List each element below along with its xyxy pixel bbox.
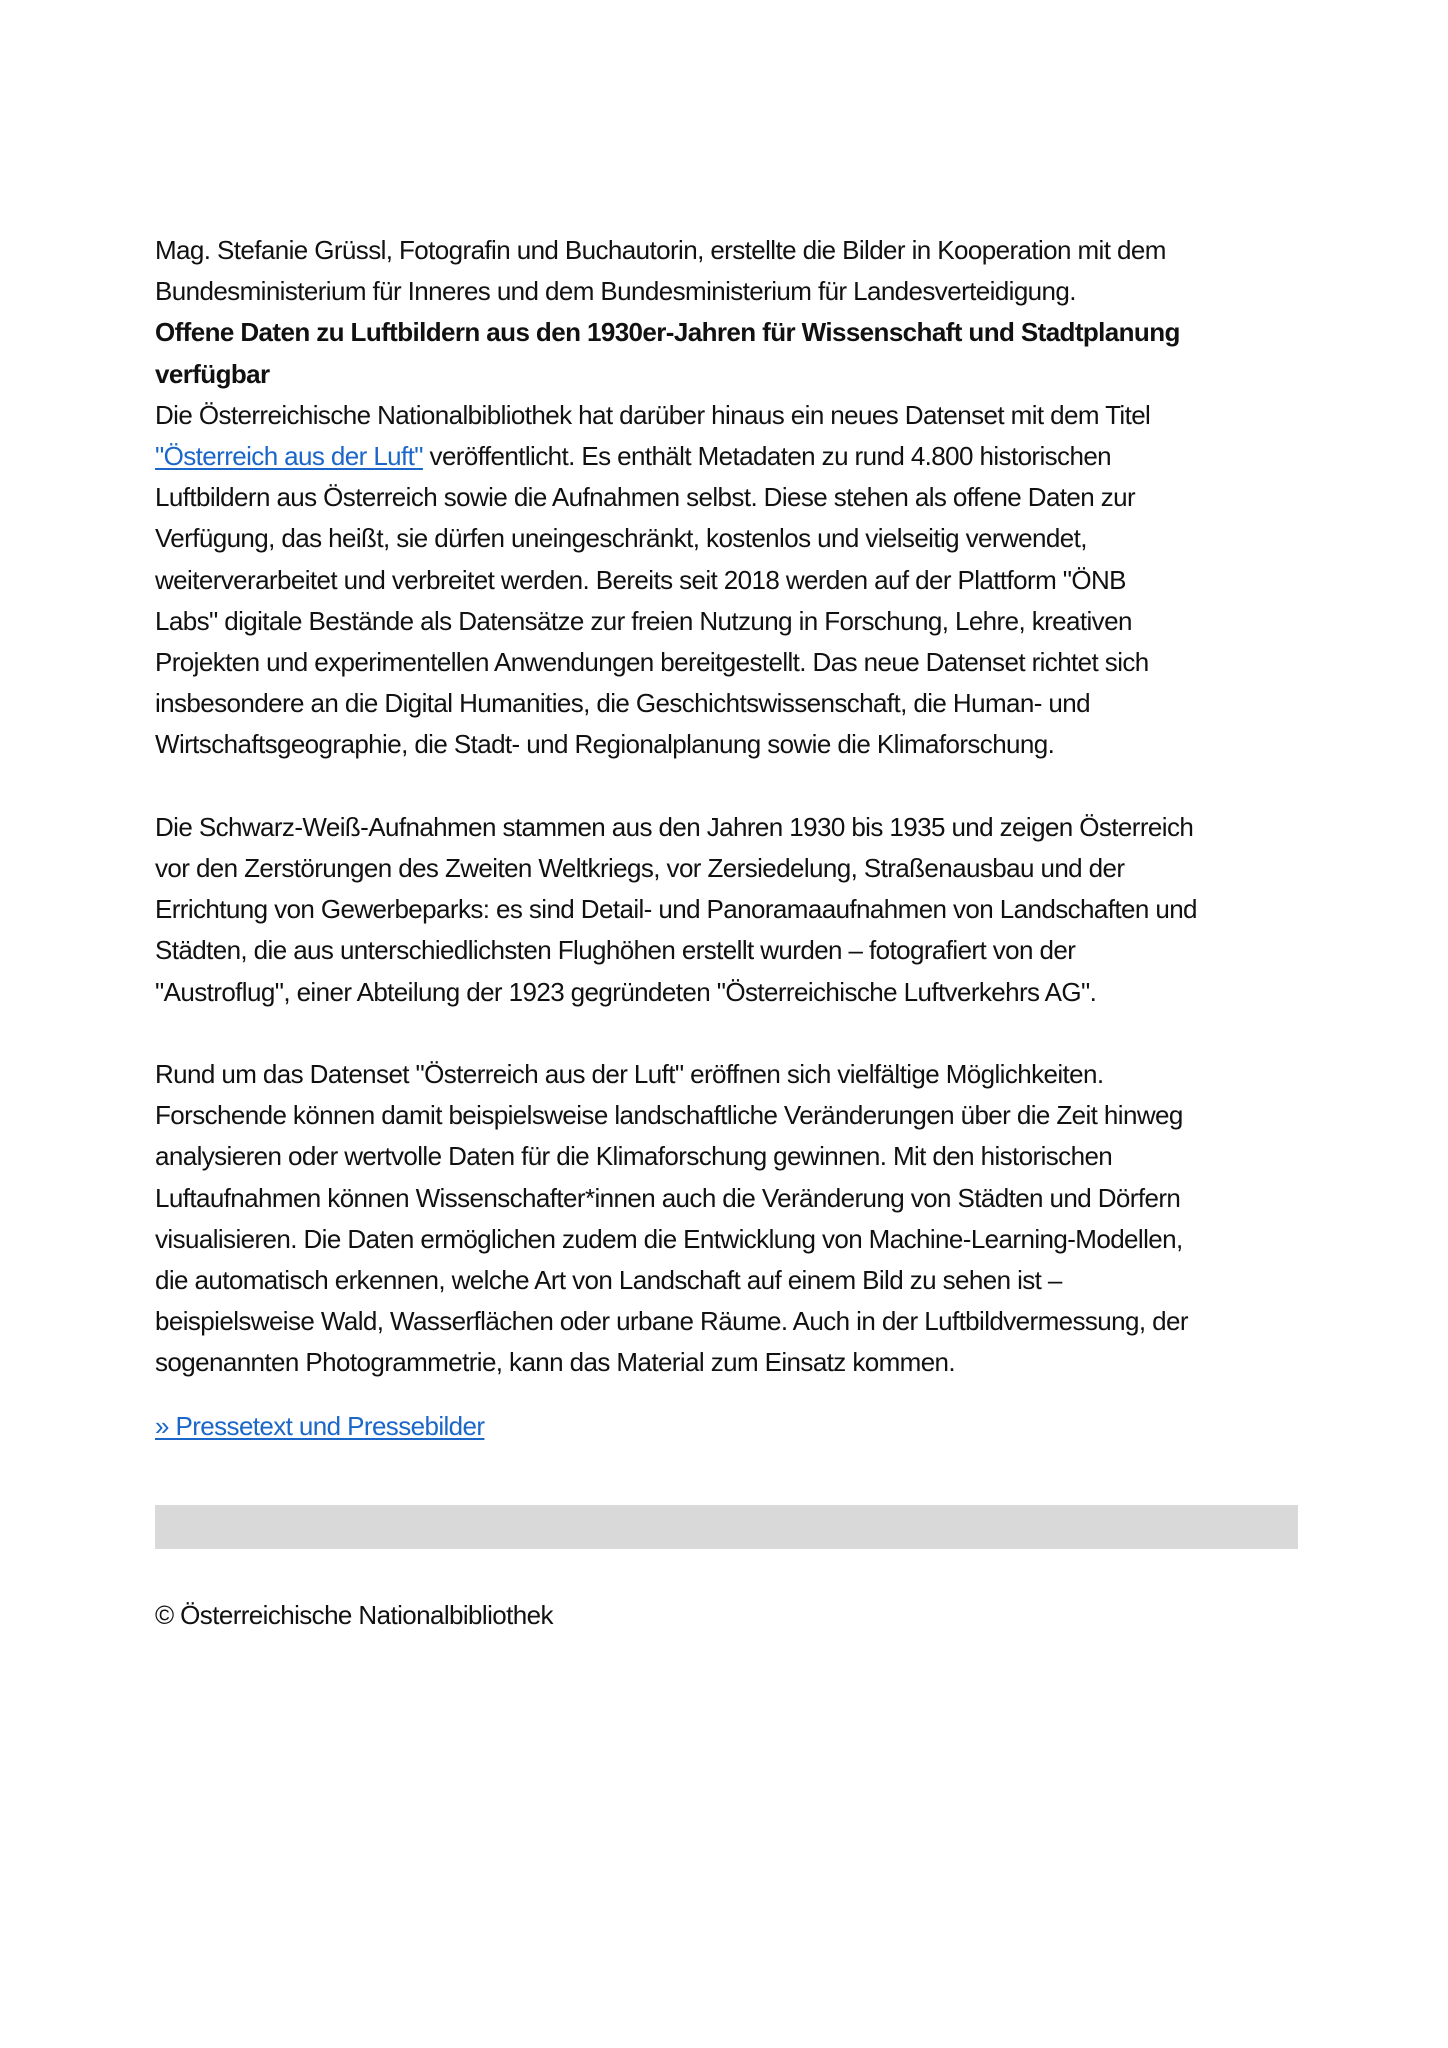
text-line: Luftaufnahmen können Wissenschafter*innen auch die Veränderung von Städten und Dörfern [155,1182,1181,1213]
paragraph-dataset [155,395,1305,766]
text-line: visualisieren. Die Daten ermöglichen zudem die Entwicklung von Machine-Learning-Modellen, [155,1223,1183,1254]
text-line: Wirtschaftsgeographie, die Stadt- und Regionalplanung sowie die Klimaforschung. [155,729,1055,760]
text-span: veröffentlicht. Es enthält Metadaten zu rund 4.800 historischen [422,441,1112,472]
text-line: "Austroflug", einer Abteilung der 1923 gegründeten "Österreichische Luftverkehrs AG". [155,976,1097,1007]
text-line: sogenannten Photogrammetrie, kann das Material zum Einsatz kommen. [155,1347,956,1378]
text-line: Errichtung von Gewerbeparks: es sind Detail- und Panoramaaufnahmen von Landschaften und [155,894,1197,925]
press-link-row [155,1406,1305,1447]
text-line: Labs" digitale Bestände als Datensätze zur freien Nutzung in Forschung, Lehre, kreativen [155,605,1132,636]
text-line: Forschende können damit beispielsweise landschaftliche Veränderungen über die Zeit hinweg [155,1100,1183,1131]
document-body [155,230,1305,1447]
text-line: beispielsweise Wald, Wasserflächen oder urbane Räume. Auch in der Luftbildvermessung, der [155,1306,1188,1337]
text-line: weiterverarbeitet und verbreitet werden. Bereits seit 2018 werden auf der Plattform "ÖNB [155,564,1126,595]
text-line [155,436,1305,477]
text-line: Bundesministerium für Inneres und dem Bundesministerium für Landesverteidigung. [155,276,1076,307]
text-line: insbesondere an die Digital Humanities, die Geschichtswissenschaft, die Human- und [155,688,1090,719]
press-text-link[interactable]: » Pressetext und Pressebilder [155,1410,485,1441]
section-heading [155,312,1305,394]
text-line: Mag. Stefanie Grüssl, Fotografin und Buchautorin, erstellte die Bilder in Kooperation mit dem [155,235,1166,265]
text-line: vor den Zerstörungen des Zweiten Weltkriegs, vor Zersiedelung, Straßenausbau und der [155,853,1125,884]
text-line: Luftbildern aus Österreich sowie die Aufnahmen selbst. Diese stehen als offene Daten zur [155,482,1136,513]
copyright-notice: © Österreichische Nationalbibliothek [155,1600,553,1630]
spacer [155,1013,1305,1054]
spacer [155,766,1305,807]
text-line: analysieren oder wertvolle Daten für die Klimaforschung gewinnen. Mit den historischen [155,1141,1113,1172]
spacer [155,1384,1305,1406]
dataset-link[interactable]: "Österreich aus der Luft" [155,441,423,472]
text-line: Die Österreichische Nationalbibliothek hat darüber hinaus ein neues Datenset mit dem Titel [155,399,1151,430]
text-line: Rund um das Datenset "Österreich aus der Luft" eröffnen sich vielfältige Möglichkeiten. [155,1059,1104,1090]
text-line: die automatisch erkennen, welche Art von Landschaft auf einem Bild zu sehen ist – [155,1265,1062,1296]
text-line: Projekten und experimentellen Anwendungen bereitgestellt. Das neue Datenset richtet sich [155,647,1149,678]
paragraph-photos [155,807,1305,1013]
text-line: Verfügung, das heißt, sie dürfen uneingeschränkt, kostenlos und vielseitig verwendet, [155,523,1087,554]
heading-line: Offene Daten zu Luftbildern aus den 1930er-Jahren für Wissenschaft und Stadtplanung [155,317,1180,348]
text-line: Städten, die aus unterschiedlichsten Flughöhen erstellt wurden – fotografiert von der [155,935,1076,966]
heading-line: verfügbar [155,358,270,389]
intro-paragraph [155,230,1305,312]
paragraph-research [155,1054,1305,1384]
divider-bar [155,1505,1298,1549]
text-line: Die Schwarz-Weiß-Aufnahmen stammen aus den Jahren 1930 bis 1935 und zeigen Österreich [155,811,1194,842]
